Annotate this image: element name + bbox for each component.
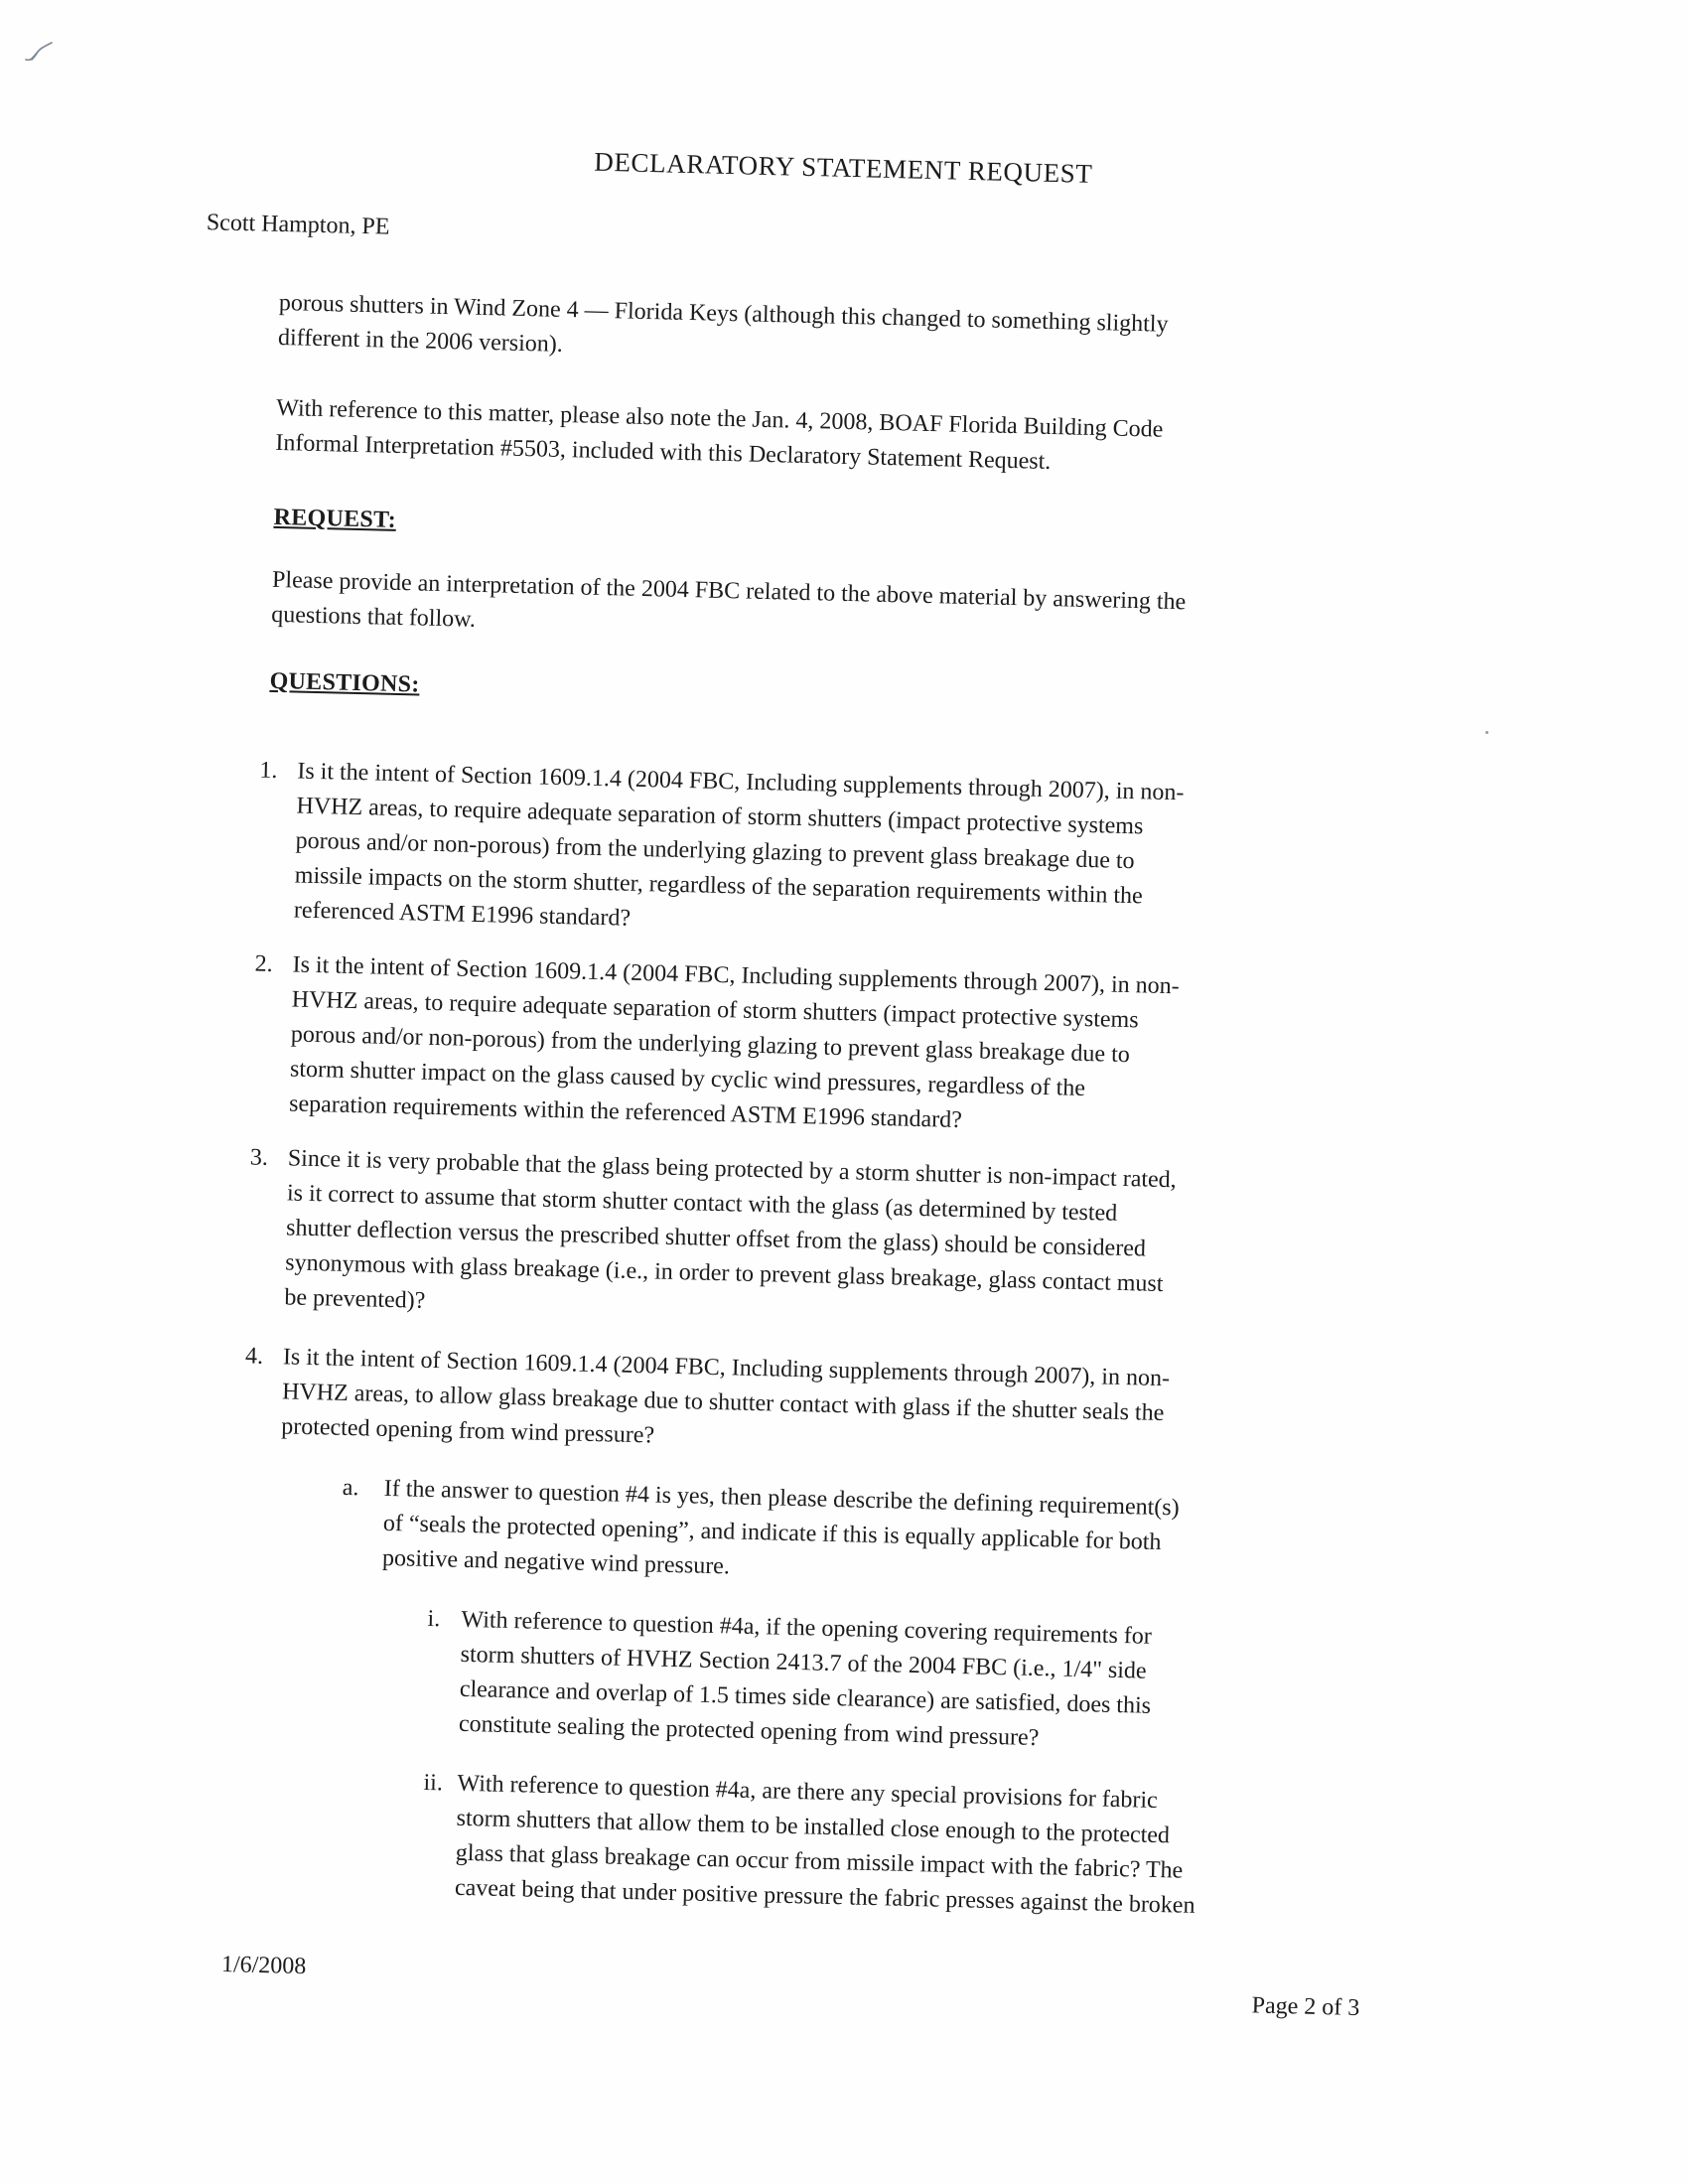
question-3 — [246, 1141, 1311, 1341]
subquestion-4a — [341, 1471, 1303, 1599]
question-1-number: 1. — [259, 757, 278, 785]
intro-paragraph-2: With reference to this matter, please also note the Jan. 4, 2008, BOAF Florida Building Code Informal Interpretation #5503, included with this Declaratory Statement Request. — [275, 394, 1164, 475]
footer-page-number: Page 2 of 3 — [1251, 1992, 1360, 2022]
request-heading: REQUEST: — [273, 504, 397, 533]
question-2-number: 2. — [254, 950, 273, 977]
author-name: Scott Hampton, PE — [206, 210, 390, 240]
question-4 — [243, 1339, 1306, 1469]
document-title: DECLARATORY STATEMENT REQUEST — [593, 146, 1093, 189]
question-3-text: Since it is very probable that the glass being protected by a storm shutter is non-impact rated, is it correct to assume that storm shutter contact with the glass (as determined by tested shutter deflection versus the prescribed shutter offset from the glass) should be considered synonymous with glass breakage (i.e., in order to prevent glass breakage, glass contact must be prevented)? — [284, 1145, 1178, 1314]
question-2-text: Is it the intent of Section 1609.1.4 (2004 FBC, Including supplements through 2007), in non- HVHZ areas, to require adequate separation of storm shutters (impact protective systems porous and/or non-porous) from the underlying glazing to prevent glass breakage due to storm shutter impact on the glass caused by cyclic wind pressures, regardless of the separation requirements within the referenced ASTM E1996 standard? — [288, 951, 1180, 1133]
question-3-number: 3. — [249, 1144, 269, 1171]
document-content — [206, 137, 1360, 2022]
question-2 — [251, 947, 1316, 1147]
subquestion-4a-i-text: With reference to question #4a, if the opening covering requirements for storm shutters of HVHZ Section 2413.7 of the 2004 FBC (i.e., 1/4" side clearance and overlap of 1.5 times side clearance) are satisfied, does this constitute sealing the protected opening from wind pressure? — [458, 1606, 1153, 1752]
question-1-text: Is it the intent of Section 1609.1.4 (2004 FBC, Including supplements through 2007), in non- HVHZ areas, to require adequate separation of storm shutters (impact protective systems porous and/or non-porous) from the underlying glazing to prevent glass breakage due to missile impacts on the storm shutter, regardless of the separation requirements within the referenced ASTM E1996 standard? — [293, 758, 1185, 932]
footer-date: 1/6/2008 — [220, 1952, 307, 1980]
scan-speckle — [1485, 731, 1488, 734]
subquestion-4a-i — [425, 1602, 1300, 1762]
question-4-number: 4. — [244, 1343, 264, 1370]
question-4-text: Is it the intent of Section 1609.1.4 (2004 FBC, Including supplements through 2007), in non- HVHZ areas, to allow glass breakage due to shutter contact with glass if the shutter seals the protected opening from wind pressure? — [280, 1344, 1171, 1449]
question-1 — [256, 754, 1321, 953]
subquestion-4a-number: a. — [342, 1474, 359, 1502]
subquestion-4a-ii — [421, 1766, 1296, 1926]
subquestion-4a-ii-number: ii. — [423, 1769, 444, 1797]
page-footer — [220, 1948, 1360, 2022]
subquestion-4a-ii-text: With reference to question #4a, are there any special provisions for fabric storm shutters that allow them to be installed close enough to the protected glass that glass breakage can occur from missile impact with the fabric? The caveat being that under positive pressure the fabric presses against the broken — [454, 1770, 1196, 1919]
subquestion-4a-text: If the answer to question #4 is yes, then please describe the defining requirement(s) of “seals the protected opening”, and indicate if this is equally applicable for both positive and negative wind pressure. — [381, 1475, 1180, 1580]
pen-mark — [22, 38, 58, 66]
questions-heading: QUESTIONS: — [269, 667, 420, 698]
request-body: Please provide an interpretation of the 2004 FBC related to the above material by answering the questions that follow. — [270, 566, 1187, 633]
subquestion-4a-i-number: i. — [427, 1606, 441, 1633]
intro-paragraph-1: porous shutters in Wind Zone 4 — Florida Keys (although this changed to something slightly different in the 2006 version). — [277, 289, 1169, 358]
